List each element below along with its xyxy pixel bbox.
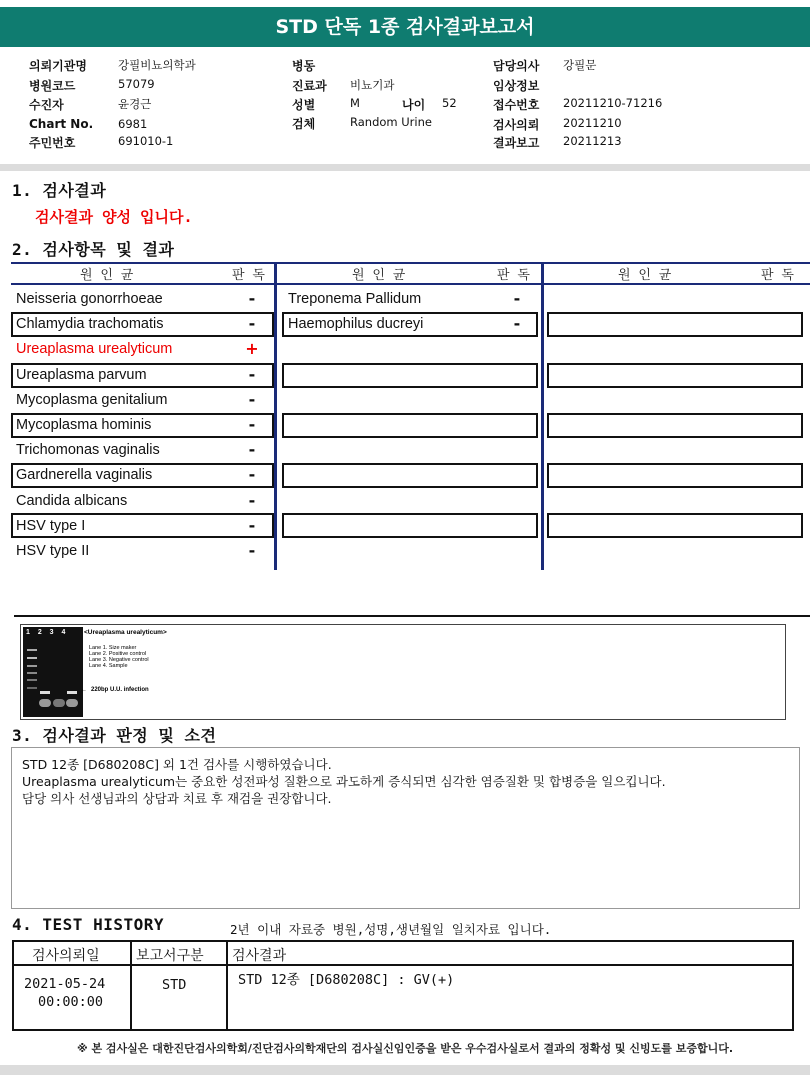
info-label-institution: 의뢰기관명 <box>29 59 87 73</box>
col1-organism-header: 원 인 균 <box>80 268 134 283</box>
info-label-patient: 수진자 <box>29 98 64 112</box>
history-result: STD 12종 [D680208C] : GV(+) <box>238 972 455 988</box>
organism-result-positive: + <box>245 339 259 358</box>
info-label-ward: 병동 <box>292 59 316 73</box>
opinion-line: 담당 의사 선생님과의 상담과 치료 후 재검을 권장합니다. <box>22 791 332 806</box>
history-date: 2021-05-24 <box>24 976 106 992</box>
row-box <box>282 363 538 388</box>
info-value-doctor: 강필문 <box>563 58 597 72</box>
info-value-institution: 강필비뇨의학과 <box>118 58 196 72</box>
info-label-hospital-code: 병원코드 <box>29 79 76 93</box>
organism-result: - <box>248 415 256 434</box>
col1-result-header: 판 독 <box>232 268 265 283</box>
organism-result: - <box>248 289 256 308</box>
organism-name: Neisseria gonorrhoeae <box>16 291 163 307</box>
info-label-sex: 성별 <box>292 98 316 112</box>
col3-organism-header: 원 인 균 <box>618 268 672 283</box>
gel-legend-line: Lane 2. Positive control <box>89 651 147 657</box>
organism-name: Ureaplasma parvum <box>16 367 147 383</box>
organism-result: - <box>248 365 256 384</box>
opinion-line: STD 12종 [D680208C] 외 1건 검사를 시행하였습니다. <box>22 757 332 772</box>
row-box <box>282 513 538 538</box>
organism-result: - <box>248 541 256 560</box>
organism-name: Candida albicans <box>16 493 128 509</box>
info-value-sex: M <box>350 96 360 110</box>
organism-name-positive: Ureaplasma urealyticum <box>16 341 173 357</box>
info-value-hospital-code: 57079 <box>118 77 155 91</box>
history-note: 2년 이내 자료중 병원,성명,생년월일 일치자료 입니다. <box>230 922 552 937</box>
gel-top-line <box>14 615 810 617</box>
info-value-chart-no: 6981 <box>118 117 148 131</box>
report-title: STD 단독 1종 검사결과보고서 <box>0 7 810 47</box>
organism-name: Chlamydia trachomatis <box>16 316 164 332</box>
history-header-type: 보고서구분 <box>136 948 204 964</box>
row-box <box>547 513 803 538</box>
organism-name: Mycoplasma hominis <box>16 417 152 433</box>
gel-legend-line: Lane 3. Negative control <box>89 657 149 663</box>
info-label-request-date: 검사의뢰 <box>493 118 540 132</box>
row-box <box>547 312 803 337</box>
gel-lane-numbers: 1 2 3 4 <box>26 629 69 636</box>
history-col-divider <box>130 942 132 1029</box>
info-label-doctor: 담당의사 <box>493 59 540 73</box>
info-label-age: 나이 <box>402 98 426 112</box>
gel-image <box>23 627 83 717</box>
row-box <box>282 413 538 438</box>
section1-heading: 1. 검사결과 <box>12 181 107 200</box>
section2-heading: 2. 검사항목 및 결과 <box>12 240 175 259</box>
organism-result: - <box>513 314 521 333</box>
col2-organism-header: 원 인 균 <box>352 268 406 283</box>
organism-result: - <box>513 289 521 308</box>
section4-heading: 4. TEST HISTORY <box>12 915 164 934</box>
col2-result-header: 판 독 <box>497 268 530 283</box>
gel-band-label: 220bp U.U. infection <box>91 687 149 693</box>
col3-result-header: 판 독 <box>761 268 794 283</box>
row-box <box>547 413 803 438</box>
organism-result: - <box>248 440 256 459</box>
result-positive-message: 검사결과 양성 입니다. <box>35 208 193 226</box>
footer-certification: ※ 본 검사실은 대한진단검사의학회/진단검사의학재단의 검사실신임인증을 받은 우수검사실로서 결과의 정확성 및 신빙도를 보증합니다. <box>76 1042 734 1055</box>
info-value-report-date: 20211213 <box>563 134 622 148</box>
bottom-band <box>0 1065 810 1075</box>
organism-name: Gardnerella vaginalis <box>16 467 153 483</box>
history-type: STD <box>162 977 187 993</box>
organism-result: - <box>248 491 256 510</box>
divider-band <box>0 164 810 171</box>
gel-arrow: ← <box>81 687 87 693</box>
column-divider-2 <box>541 262 544 570</box>
gel-title: <Ureaplasma urealyticum> <box>84 629 167 636</box>
info-value-specimen: Random Urine <box>350 115 432 129</box>
info-value-department: 비뇨기과 <box>350 78 395 92</box>
organism-result: - <box>248 516 256 535</box>
history-time: 00:00:00 <box>38 994 104 1010</box>
history-header-result: 검사결과 <box>232 948 287 964</box>
organism-name: Haemophilus ducreyi <box>288 316 424 332</box>
row-box <box>282 463 538 488</box>
info-label-chart-no: Chart No. <box>29 117 94 131</box>
organism-result: - <box>248 314 256 333</box>
table-header-line <box>11 283 810 285</box>
gel-electrophoresis-figure <box>20 624 786 720</box>
history-col-divider <box>226 942 228 1029</box>
info-value-receipt-no: 20211210-71216 <box>563 96 663 110</box>
info-label-specimen: 검체 <box>292 117 316 131</box>
info-label-receipt-no: 접수번호 <box>493 98 540 112</box>
info-label-clinical-info: 임상정보 <box>493 79 540 93</box>
organism-name: Mycoplasma genitalium <box>16 392 168 408</box>
history-header-date: 검사의뢰일 <box>32 948 100 964</box>
info-label-department: 진료과 <box>292 79 327 93</box>
column-divider-1 <box>274 262 277 570</box>
organism-name: HSV type II <box>16 543 90 559</box>
opinion-line: Ureaplasma urealyticum는 중요한 성전파성 질환으로 과도하게 증식되면 심각한 염증질환 및 합병증을 일으킵니다. <box>22 774 666 789</box>
organism-name: HSV type I <box>16 518 86 534</box>
opinion-box <box>11 747 800 909</box>
gel-legend-line: Lane 4. Sample <box>89 663 128 669</box>
info-label-report-date: 결과보고 <box>493 136 540 150</box>
info-value-request-date: 20211210 <box>563 116 622 130</box>
gel-legend-line: Lane 1. Size maker <box>89 645 137 651</box>
info-label-resident-no: 주민번호 <box>29 136 76 150</box>
row-box <box>547 463 803 488</box>
history-table <box>12 940 794 1031</box>
organism-result: - <box>248 390 256 409</box>
organism-name: Trichomonas vaginalis <box>16 442 160 458</box>
organism-result: - <box>248 465 256 484</box>
info-value-patient: 윤경근 <box>118 97 152 111</box>
section3-heading: 3. 검사결과 판정 및 소견 <box>12 726 217 745</box>
organism-name: Treponema Pallidum <box>288 291 422 307</box>
row-box <box>547 363 803 388</box>
info-value-resident-no: 691010-1 <box>118 134 174 148</box>
info-value-age: 52 <box>442 96 457 110</box>
